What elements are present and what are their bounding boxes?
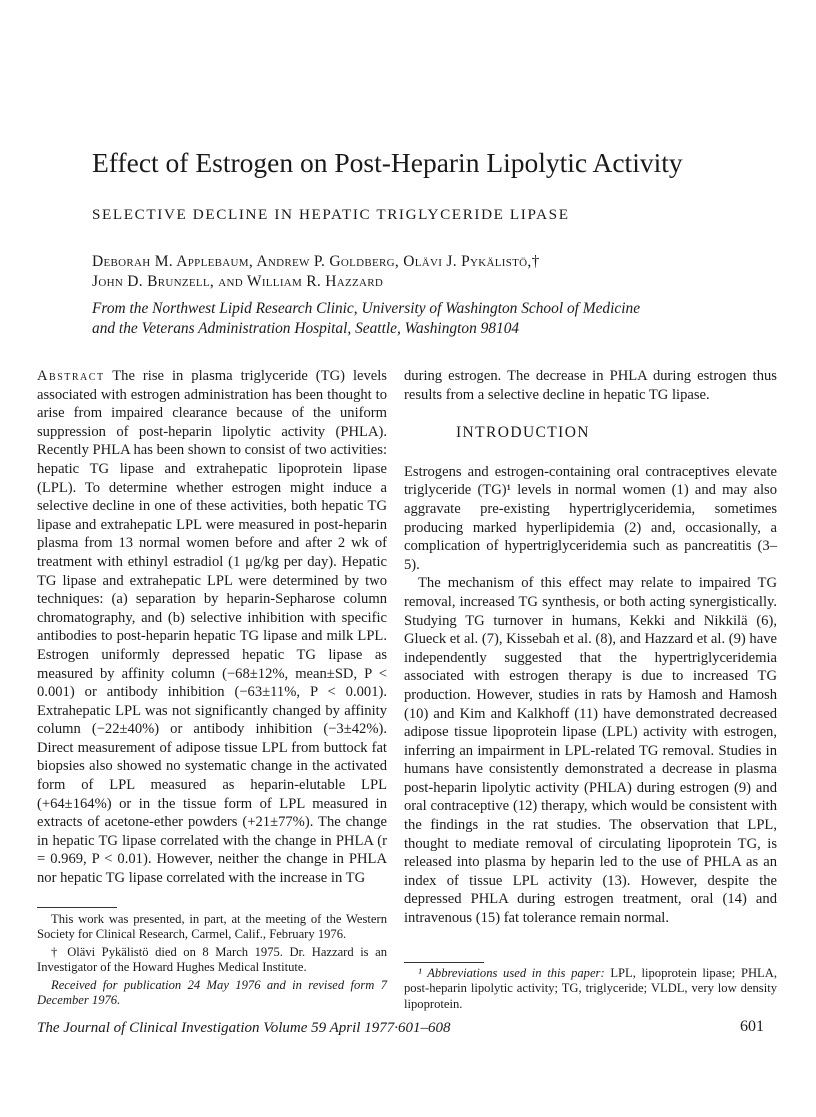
footnote-rule-right: [404, 962, 484, 963]
footnote-presentation: This work was presented, in part, at the meeting of the Western Society for Clinical Research, Carmel, Calif., February 1976.: [37, 912, 387, 942]
footnote-abbreviations: [404, 966, 777, 1014]
footnotes-left: [37, 912, 387, 1010]
footnote-dagger: † Olävi Pykälistö died on 8 March 1975. Dr. Hazzard is an Investigator of the Howard Hughes Medical Institute.: [37, 944, 387, 975]
introduction-paragraph-2: The mechanism of this effect may relate to impaired TG removal, increased TG synthesis, or both acting synergistically. Studying TG turnover in humans, Kekki and Nikkilä (6), Glueck et al. (7), Kissebah et al. (8), and Hazzard et al. (9) have independently suggested that the hypertriglyceridemia associated with estrogen therapy is due to increased TG production. However, studies in rats by Hamosh and Hamosh (10) and Kim and Kalkhoff (11) have demonstrated decreased adipose tissue lipoprotein lipase (LPL) activity with estrogen, inferring an impairment in LPL-related TG removal. Studies in humans have consistently demonstrated a decrease in plasma post-heparin lipolytic activity (PHLA) during estrogen (9) and oral contraceptive (12) therapy, which would be consistent with the findings in the rat studies. The observation that LPL, thought to mediate removal of circulating lipoprotein TG, is released into plasma by heparin led to the use of PHLA as an index of tissue LPL activity (13). However, despite the depressed PHLA during estrogen treatment, oral (14) and intravenous (15) fat tolerance remain normal.: [404, 575, 777, 927]
abstract-label: Abstract: [37, 368, 105, 384]
author-list: [92, 252, 792, 292]
footnote-rule-left: [37, 907, 117, 908]
abstract: [37, 367, 387, 888]
footnote-received: Received for publication 24 May 1976 and in revised form 7 December 1976.: [37, 977, 387, 1008]
article-subtitle: SELECTIVE DECLINE IN HEPATIC TRIGLYCERIDE LIPASE: [92, 206, 570, 223]
affiliation: [92, 299, 792, 339]
introduction-paragraph-1: Estrogens and estrogen-containing oral contraceptives elevate triglyceride (TG)¹ levels in normal women (1) and may also aggravate pre-existing hypertriglyceridemia, sometimes producing marked hyperlipidemia (2) and, occasionally, a complication of hypertriglyceridemia such as pancreatitis (3–5).: [404, 463, 777, 573]
affiliation-line-2: and the Veterans Administration Hospital, Seattle, Washington 98104: [92, 320, 520, 337]
abstract-continuation: during estrogen. The decrease in PHLA during estrogen thus results from a selective decline in hepatic TG lipase.: [404, 368, 777, 403]
abbreviations-text: LPL, lipoprotein lipase; PHLA, post-heparin lipolytic activity; TG, triglyceride; VLDL, very low density lipoprotein.: [404, 966, 777, 1011]
abbreviations-label: ¹ Abbreviations used in this paper:: [418, 966, 605, 980]
introduction-heading: INTRODUCTION: [456, 424, 590, 442]
affiliation-line-1: From the Northwest Lipid Research Clinic, University of Washington School of Medicine: [92, 300, 641, 317]
authors-line-1: Deborah M. Applebaum, Andrew P. Goldberg, Olävi J. Pykälistö,†: [92, 253, 540, 270]
abstract-text: The rise in plasma triglyceride (TG) levels associated with estrogen administration has been thought to arise from impaired clearance because of the uniform suppression of post-heparin lipolytic activity (PHLA). Recently PHLA has been shown to consist of two activities: hepatic TG lipase and extrahepatic lipoprotein lipase (LPL). To determine whether estrogen might induce a selective decline in one of these activities, both hepatic TG lipase and extrahepatic LPL were measured in post-heparin plasma from 13 normal women before and after 2 wk of treatment with ethinyl estradiol (1 μg/kg per day). Hepatic TG lipase and extrahepatic LPL were determined by two techniques: (a) separation by heparin-Sepharose column chromatography, and (b) selective inhibition with specific antibodies to post-heparin hepatic TG lipase and milk LPL. Estrogen uniformly depressed hepatic TG lipase as measured by affinity column (−68±12%, mean±SD, P < 0.001) or antibody inhibition (−63±11%, P < 0.001). Extrahepatic LPL was not significantly changed by affinity column (−22±40%) or antibody inhibition (−3±42%). Direct measurement of adipose tissue LPL from buttock fat biopsies also showed no systematic change in the activated form of LPL measured as heparin-elutable LPL (+64±164%) or in the tissue form of LPL measured in extracts of acetone-ether powders (+21±77%). The change in hepatic TG lipase correlated with the change in PHLA (r = 0.969, P < 0.01). However, neither the change in PHLA nor hepatic TG lipase correlated with the increase in TG: [37, 368, 387, 887]
article-title: Effect of Estrogen on Post-Heparin Lipolytic Activity: [92, 147, 683, 178]
page-number: 601: [740, 1018, 764, 1035]
authors-line-2: John D. Brunzell, and William R. Hazzard: [92, 273, 384, 290]
right-column: [404, 367, 777, 928]
journal-citation: The Journal of Clinical Investigation Volume 59 April 1977·601–608: [37, 1020, 451, 1036]
